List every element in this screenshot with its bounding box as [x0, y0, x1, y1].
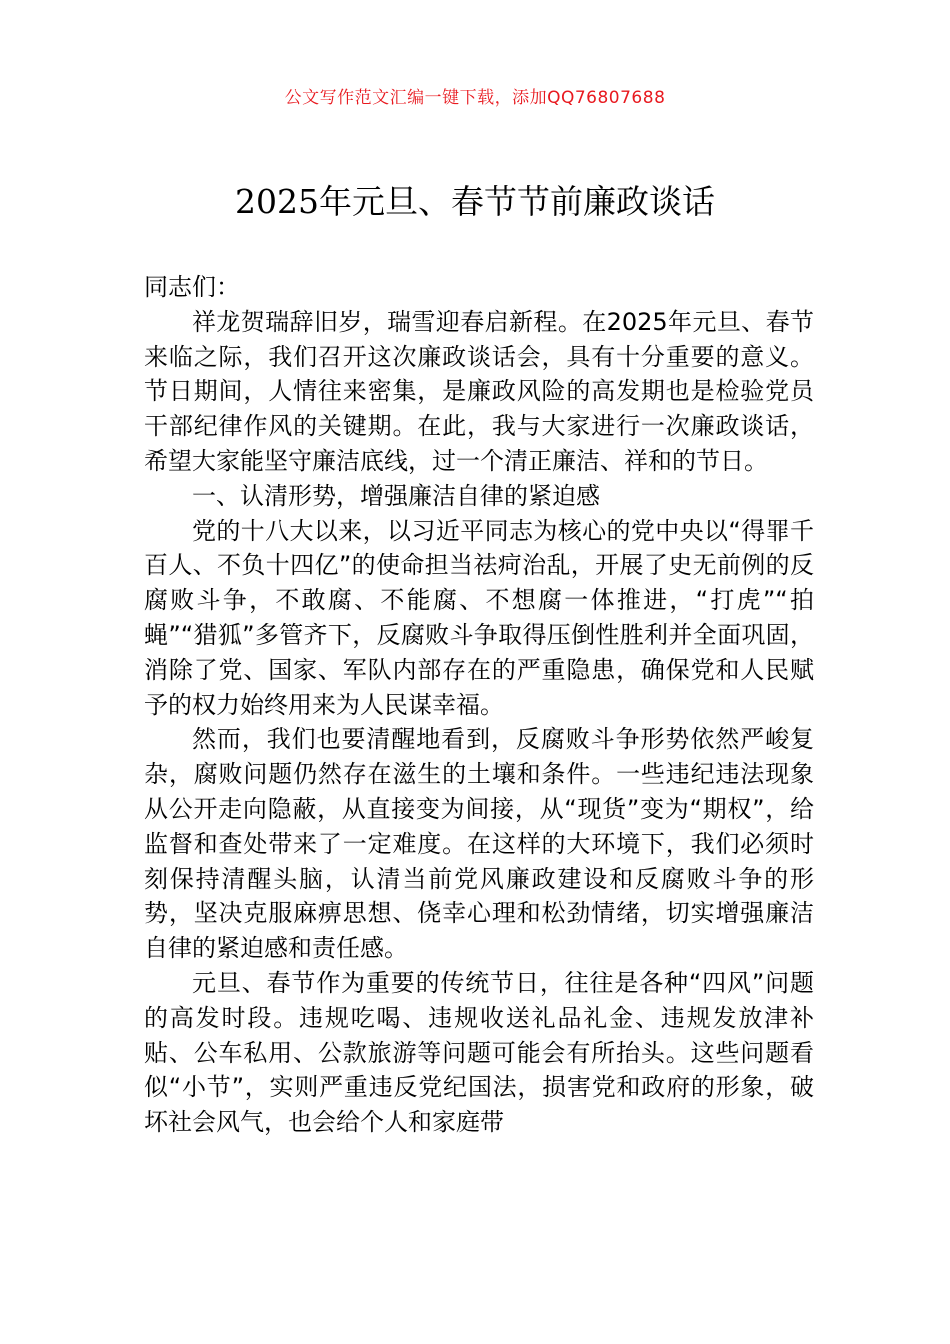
document-title: 2025年元旦、春节节前廉政谈话 [235, 182, 715, 221]
paragraph-situation: 然而，我们也要清醒地看到，反腐败斗争形势依然严峻复杂，腐败问题仍然存在滋生的土壤和条件。一些违纪违法现象从公开走向隐蔽，从直接变为间接，从“现货”变为“期权”，给监督和查处带来了一定难度。在这样的大环境下，我们必须时刻保持清醒头脑，认清当前党风廉政建设和反腐败斗争的形势，坚决克服麻痹思想、侥幸心理和松劲情绪，切实增强廉洁自律的紧迫感和责任感。 [144, 725, 814, 963]
salutation: 同志们： [144, 273, 240, 301]
paragraph-holiday-risks: 元旦、春节作为重要的传统节日，往往是各种“四风”问题的高发时段。违规吃喝、违规收送礼品礼金、违规发放津补贴、公车私用、公款旅游等问题可能会有所抬头。这些问题看似“小节”，实则严重违反党纪国法，损害党和政府的形象，破坏社会风气，也会给个人和家庭带 [144, 968, 814, 1137]
document-body [144, 270, 814, 1140]
download-promo-note: 公文写作范文汇编一键下载，添加QQ76807688 [284, 88, 666, 108]
paragraph-achievements: 党的十八大以来，以习近平同志为核心的党中央以“得罪千百人、不负十四亿”的使命担当祛疴治乱，开展了史无前例的反腐败斗争，不敢腐、不能腐、不想腐一体推进，“打虎”“拍蝇”“猎狐”多管齐下，反腐败斗争取得压倒性胜利并全面巩固，消除了党、国家、军队内部存在的严重隐患，确保党和人民赋予的权力始终用来为人民谋幸福。 [144, 516, 814, 719]
paragraph-intro: 祥龙贺瑞辞旧岁，瑞雪迎春启新程。在2025年元旦、春节来临之际，我们召开这次廉政谈话会，具有十分重要的意义。节日期间，人情往来密集，是廉政风险的高发期也是检验党员干部纪律作风的关键期。在此，我与大家进行一次廉政谈话，希望大家能坚守廉洁底线，过一个清正廉洁、祥和的节日。 [144, 307, 814, 475]
section-heading-1: 一、认清形势，增强廉洁自律的紧迫感 [192, 481, 600, 510]
